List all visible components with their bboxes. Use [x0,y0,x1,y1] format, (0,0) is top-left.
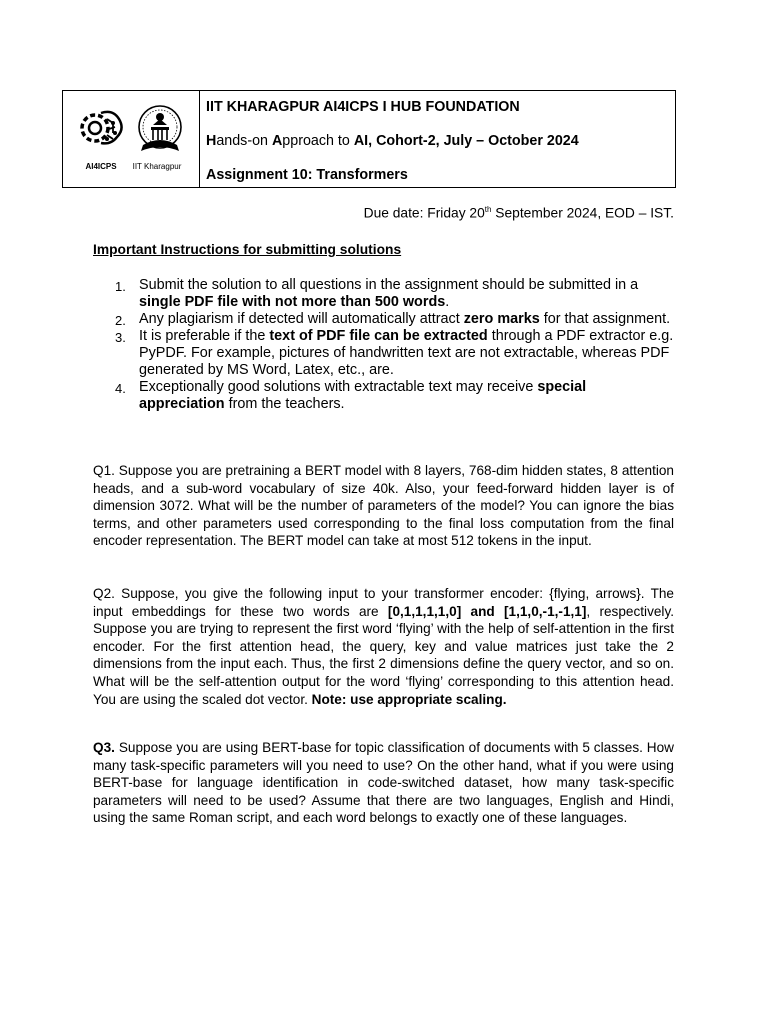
list-item: 4. Exceptionally good solutions with extractable text may receive special appreciation from the teachers. [115,379,587,412]
question-2: Q2. Suppose, you give the following input to your transformer encoder: {flying, arrows}. The input embeddings for these two words are [0,1,1,1,1,0] and [1,1,0,-1,-1,1], respectively. Suppose you are trying to represent the first word ‘flying’ with the help of self-attention in the first encoder. For the first attention head, the query, key and value matrices just take the 2 dimensions from the input each. Thus, the first 2 dimensions define the query vector, and so on. What will be the self-attention output for the word ‘flying’ corresponding to this attention head. You are using the scaled dot vector. Note: use appropriate scaling. [93,586,675,707]
title-cell [200,91,579,187]
header-box [62,90,676,188]
list-item: 3. It is preferable if the text of PDF file can be extracted through a PDF extractor e.g. PyPDF. For example, pictures of handwritten text are not extractable, whereas PDF generated by MS Word, Latex, etc., are. [115,328,674,378]
assignment-title: Assignment 10: Transformers [206,167,408,183]
list-item: 1. Submit the solution to all questions in the assignment should be submitted in a single PDF file with not more than 500 words. [115,277,639,310]
iit-kharagpur-logo-label: IIT Kharagpur [132,162,182,171]
list-item: 2. Any plagiarism if detected will automatically attract zero marks for that assignment. [115,311,671,328]
ai4icps-logo-label: AI4ICPS [85,162,117,171]
logo-cell [63,91,200,187]
instructions-list [115,277,675,413]
instructions-heading: Important Instructions for submitting solutions [93,242,402,257]
iit-kharagpur-emblem-icon [133,103,187,161]
ai4icps-logo-icon [77,103,127,161]
due-date: Due date: Friday 20th September 2024, EOD – IST. [363,205,674,221]
question-1: Q1. Suppose you are pretraining a BERT model with 8 layers, 768-dim hidden states, 8 attention heads, and a sub-word vocabulary of size 40k. Also, your feed-forward hidden layer is of dimension 3072. What will be the number of parameters of the model? You can ignore the bias terms, and other parameters used corresponding to the final loss computation from the final encoder representation. The BERT model can take at most 512 tokens in the input. [93,463,674,549]
org-title: IIT KHARAGPUR AI4ICPS I HUB FOUNDATION [206,99,520,115]
course-title: Hands-on Approach to AI, Cohort-2, July – October 2024 [206,133,579,149]
question-3: Q3. Suppose you are using BERT-base for topic classification of documents with 5 classes. How many task-specific parameters will you need to use? On the other hand, what if you were using BERT-base for language identification in code-switched dataset, how many task-specific parameters will need to be used? Assume that there are two languages, English and Hindi, using the same Roman script, and each word belongs to exactly one of these languages. [93,740,674,826]
